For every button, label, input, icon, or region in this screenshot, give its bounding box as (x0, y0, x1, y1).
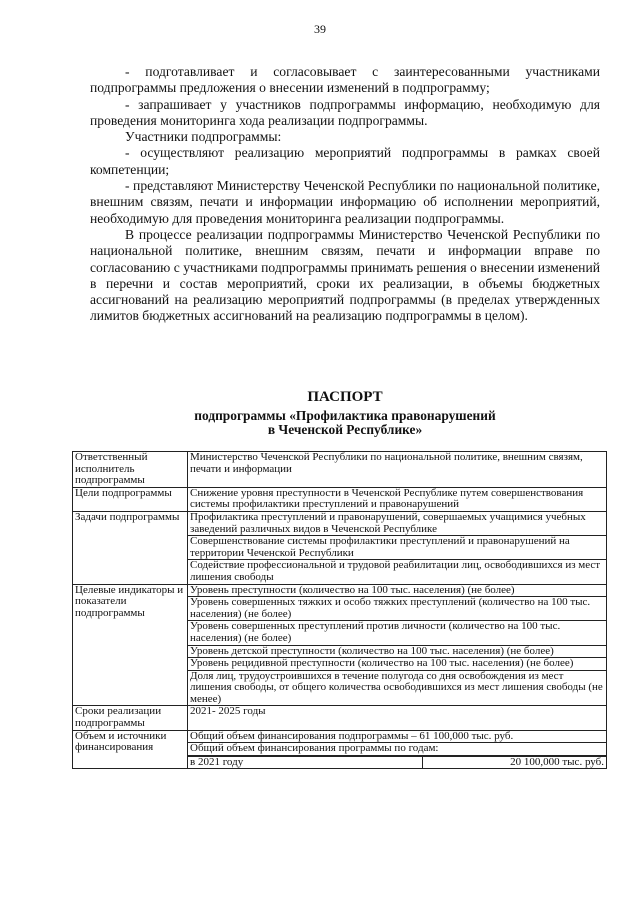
table-row (73, 452, 607, 488)
paragraph: - представляют Министерству Чеченской Республики по национальной политике, внешним связям, печати и информации информацию об исполнении мероприятий, необходимую для проведения мониторинга реализации подпрограммы. (90, 178, 600, 226)
body-text (90, 64, 600, 325)
indicator-item: Уровень рецидивной преступности (количество на 100 тыс. населения) (не более) (188, 658, 606, 671)
finance-year: в 2021 году (188, 756, 422, 768)
finance-by-years: Общий объем финансирования программы по годам: (188, 743, 606, 756)
goals-value: Снижение уровня преступности в Чеченской Республике путем совершенствования системы профилактики преступлений и правонарушений (188, 487, 607, 511)
indicator-item: Уровень преступности (количество на 100 тыс. населения) (не более) (190, 583, 515, 596)
finance-year-amount: 20 100,000 тыс. руб. (422, 756, 606, 768)
passport-subtitle-line1: подпрограммы «Профилактика правонарушений (194, 408, 496, 423)
paragraph: В процессе реализации подпрограммы Министерство Чеченской Республики по национальной политике, внешним связям, печати и информации вправе по согласованию с участниками подпрограммы принимать решения о внесении изменений в перечни и состав мероприятий, сроки их реализации, в объемы бюджетных ассигнований на реализацию мероприятий подпрограммы (в пределах утвержденных лимитов бюджетных ассигнований на реализацию подпрограммы в целом). (90, 226, 600, 324)
passport-title: ПАСПОРТ (307, 389, 383, 405)
table-row (73, 730, 607, 769)
task-item: Профилактика преступлений и правонарушений, совершаемых учащимися учебных заведений различных видов в Чеченской Республике (190, 510, 586, 535)
indicator-item: Уровень детской преступности (количество на 100 тыс. населения) (не более) (188, 645, 606, 658)
indicator-item: Доля лиц, трудоустроившихся в течение полугода со дня освобождения из мест лишения свободы, от общего количества освободившихся из мест лишения свободы (не менее) (188, 670, 606, 705)
table-row (73, 706, 607, 730)
paragraph: - подготавливает и согласовывает с заинтересованными участниками подпрограммы предложения о внесении изменений в подпрограмму; (90, 64, 600, 96)
finance-year-row (188, 756, 606, 769)
executor-label: Ответственный исполнитель подпрограммы (73, 452, 188, 488)
table-row (73, 487, 607, 511)
indicator-item: Уровень совершенных преступлений против личности (количество на 100 тыс. населения) (не более) (188, 621, 606, 645)
finance-label: Объем и источники финансирования (73, 730, 188, 769)
table-row (73, 511, 607, 584)
table-row (73, 584, 607, 706)
tasks-list (188, 512, 606, 584)
task-item: Совершенствование системы профилактики преступлений и правонарушений на территории Чеченской Республики (188, 536, 606, 560)
indicator-item: Уровень совершенных тяжких и особо тяжких преступлений (количество на 100 тыс. населения) (не более) (188, 597, 606, 621)
passport-heading (90, 388, 600, 437)
executor-value: Министерство Чеченской Республики по национальной политике, внешним связям, печати и информации (188, 452, 607, 488)
terms-value: 2021- 2025 годы (188, 706, 607, 730)
passport-table (72, 451, 607, 769)
finance-total: Общий объем финансирования подпрограммы – 61 100,000 тыс. руб. (190, 729, 514, 742)
indicators-label: Целевые индикаторы и показатели подпрограммы (73, 584, 188, 706)
task-item: Содействие профессиональной и трудовой реабилитации лиц, освободившихся из мест лишения свободы (188, 560, 606, 584)
finance-block (188, 731, 606, 769)
passport-subtitle-line2: в Чеченской Республике» (267, 422, 423, 437)
paragraph: - осуществляют реализацию мероприятий подпрограммы в рамках своей компетенции; (90, 145, 600, 177)
tasks-label: Задачи подпрограммы (73, 511, 188, 584)
terms-label: Сроки реализации подпрограммы (73, 706, 188, 730)
goals-label: Цели подпрограммы (73, 487, 188, 511)
indicators-list (188, 585, 606, 706)
paragraph: Участники подпрограммы: (125, 129, 282, 145)
paragraph: - запрашивает у участников подпрограммы информацию, необходимую для проведения мониторинга хода реализации подпрограммы. (90, 96, 600, 128)
page-number: 39 (314, 22, 326, 36)
